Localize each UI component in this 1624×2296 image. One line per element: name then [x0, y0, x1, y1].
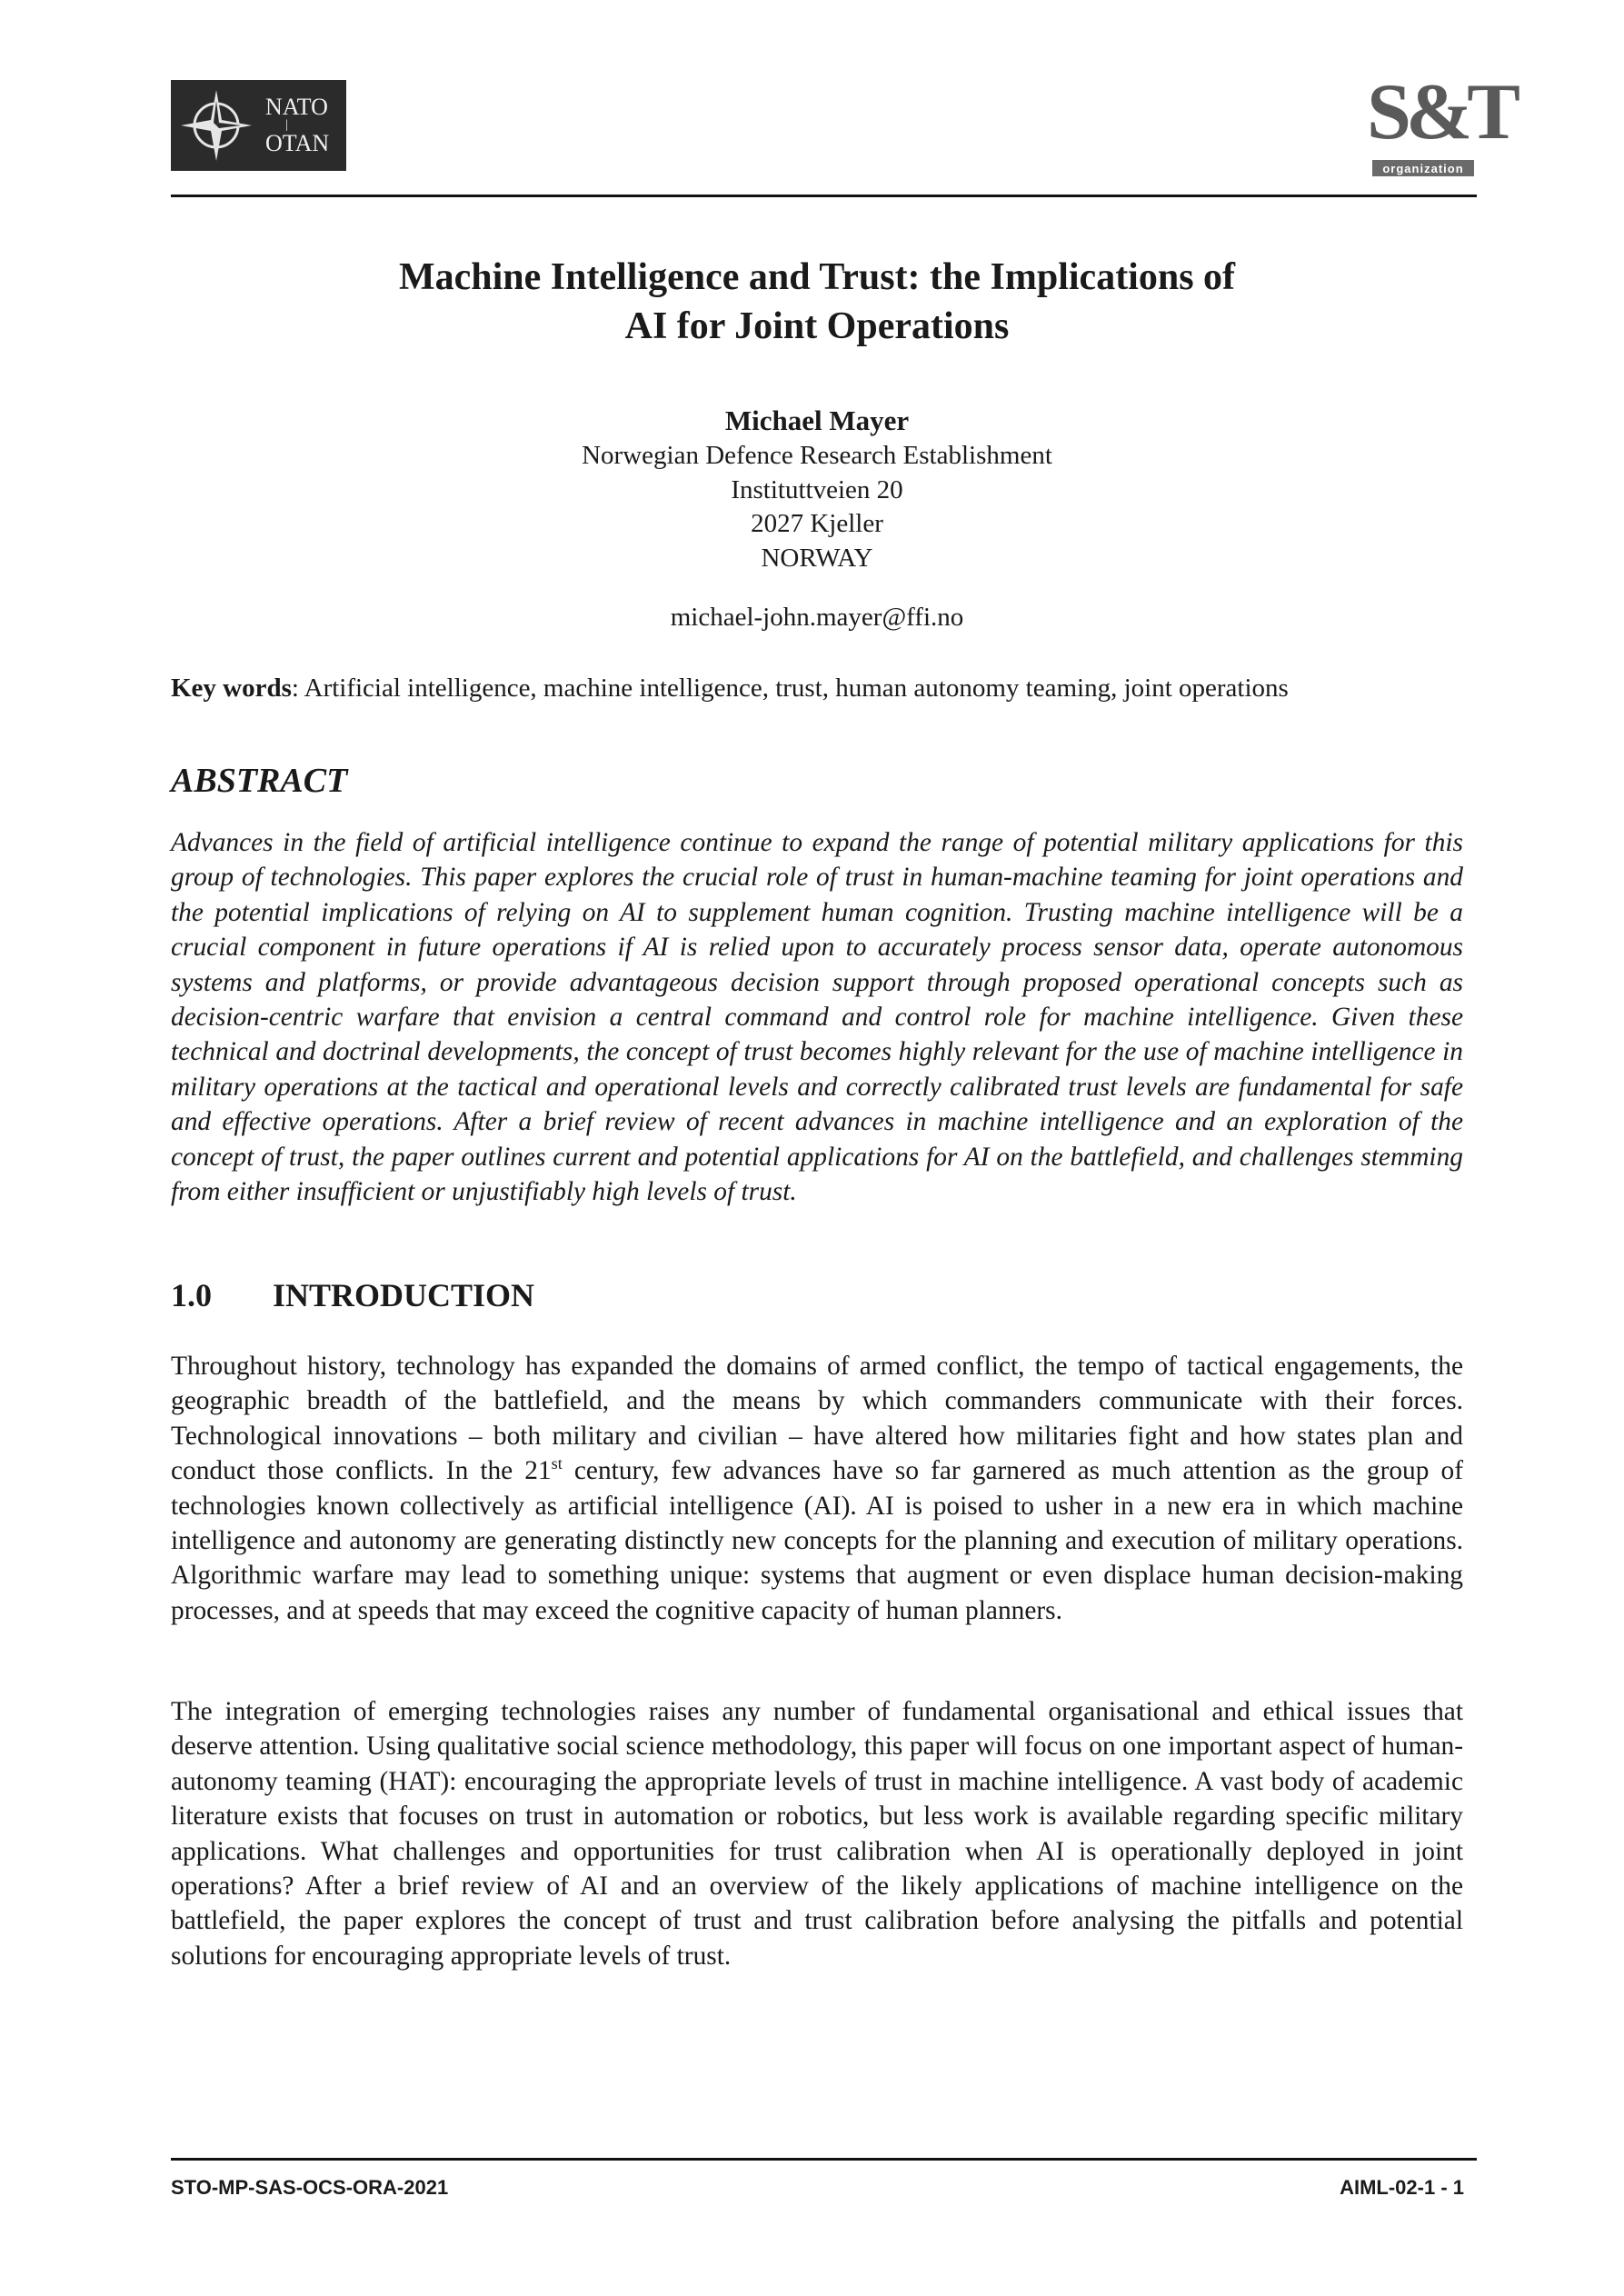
- keywords-text: : Artificial intelligence, machine intelligence, trust, human autonomy teaming, joint operations: [291, 674, 1289, 703]
- introduction-paragraph-1: [171, 1349, 1463, 1628]
- affiliation-line: NORWAY: [761, 543, 873, 573]
- abstract-text: Advances in the field of artificial intelligence continue to expand the range of potential military applications for this group of technologies. This paper explores the crucial role of trust in human-machine teaming for joint operations and the potential implications of relying on AI to supplement human cognition. Trusting machine intelligence will be a crucial component in future operations if AI is relied upon to accurately process sensor data, operate autonomous systems and platforms, or provide advantageous decision support through proposed operational concepts such as decision-centric warfare that envision a central command and control role for machine intelligence. Given these technical and doctrinal developments, the concept of trust becomes highly relevant for the use of machine intelligence in military operations at the tactical and operational levels and correctly calibrated trust levels are fundamental for safe and effective operations. After a brief review of recent advances in machine intelligence and an exploration of the concept of trust, the paper outlines current and potential applications for AI on the battlefield, and challenges stemming from either insufficient or unjustifiably high levels of trust.: [171, 828, 1463, 1207]
- header-rule: [171, 195, 1477, 197]
- footer-page-number: AIML-02-1 - 1: [1340, 2176, 1464, 2199]
- author-name: Michael Mayer: [724, 404, 910, 436]
- section-heading-introduction: [171, 1275, 534, 1315]
- author-affiliation: [171, 439, 1463, 575]
- paragraph-text: century, few advances have so far garnered as much attention as the group of technologies known collectively as artificial intelligence (AI). AI is poised to usher in a new era in which machine intelligence and autonomy are generating distinctly new concepts for the planning and execution of military operations. Algorithmic warfare may lead to something unique: systems that augment or even displace human decision-making processes, and at speeds that may exceed the cognitive capacity of human planners.: [171, 1456, 1463, 1625]
- title-line-1: Machine Intelligence and Trust: the Implications of: [398, 256, 1236, 298]
- st-logo-caption: organization: [1372, 160, 1474, 176]
- st-logo-mark: S&T: [1367, 68, 1515, 156]
- introduction-paragraph-2: The integration of emerging technologies raises any number of fundamental organisational and ethical issues that deserve attention. Using qualitative social science methodology, this paper will focus on one important aspect of human-autonomy teaming (HAT): encouraging the appropriate levels of trust in machine intelligence. A vast body of academic literature exists that focuses on trust in automation or robotics, but less work is available regarding specific military applications. What challenges and opportunities for trust calibration when AI is operationally deployed in joint operations? After a brief review of AI and an overview of the likely applications of machine intelligence on the battlefield, the paper explores the concept of trust and trust calibration before analysing the pitfalls and potential solutions for encouraging appropriate levels of trust.: [171, 1697, 1463, 1971]
- author-email: michael-john.mayer@ffi.no: [670, 603, 964, 632]
- section-title: INTRODUCTION: [273, 1277, 535, 1313]
- keywords-label: Key words: [171, 674, 292, 703]
- paragraph-text: Throughout history, technology has expanded the domains of armed conflict, the tempo of tactical engagements, the geographic breadth of the battlefield, and the means by which commanders communicate with their forces. Technological innovations – both military and civilian – have altered how militaries fight and how states plan and conduct those conflicts. In the 21: [171, 1352, 1463, 1486]
- paper-title: [171, 253, 1463, 351]
- keywords: [171, 671, 1477, 705]
- sto-organization-logo: [1360, 68, 1515, 185]
- affiliation-line: 2027 Kjeller: [751, 509, 883, 538]
- title-line-2: AI for Joint Operations: [624, 305, 1010, 347]
- footer-document-id: STO-MP-SAS-OCS-ORA-2021: [171, 2176, 449, 2199]
- affiliation-line: Instituttveien 20: [731, 474, 903, 504]
- abstract-heading: ABSTRACT: [171, 762, 348, 800]
- nato-otan-logo: [171, 80, 346, 171]
- nato-logo-separator: |: [285, 117, 288, 132]
- otan-logo-text: OTAN: [265, 130, 330, 157]
- section-number: 1.0: [171, 1277, 212, 1313]
- nato-logo-text: NATO: [265, 94, 328, 121]
- affiliation-line: Norwegian Defence Research Establishment: [582, 441, 1052, 470]
- nato-compass-star-icon: [171, 80, 262, 171]
- footer-rule: [171, 2158, 1477, 2161]
- ordinal-superscript: st: [551, 1454, 563, 1473]
